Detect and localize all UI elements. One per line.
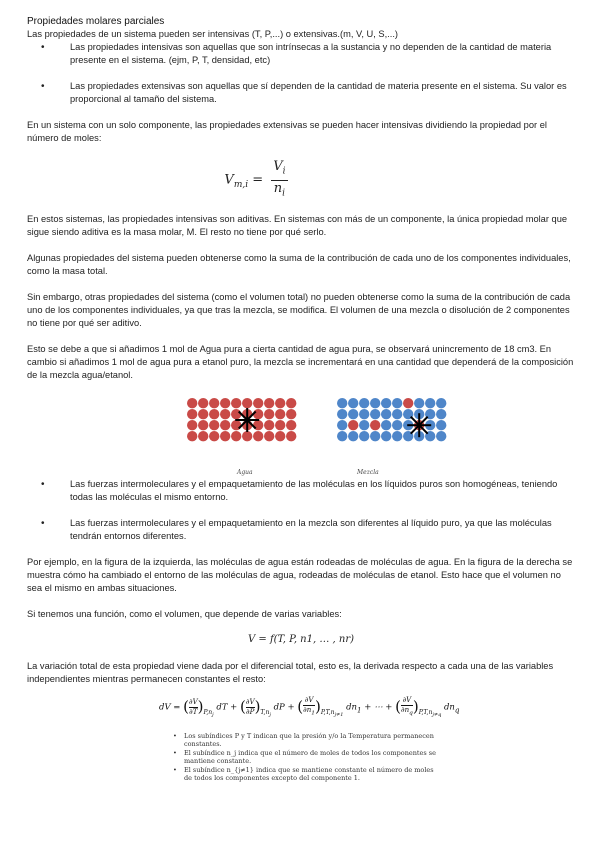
molecule (370, 431, 380, 441)
because-paragraph: Esto se debe a que si añadimos 1 mol de Agua pura a cierta cantidad de agua pura, se observará unincremento de 18 cm3. En cambio si añadimos 1 mol de agua pura a etanol puro, la mezcla se incrementará en una cantidad que dependerá de la composición de la mezcla agua/etanol. (27, 344, 574, 381)
list-item: • Los subíndices P y T indican que la presión y/o la Temperatura permanecen constantes. (172, 732, 440, 748)
mixture-caption: Mezcla (357, 469, 379, 477)
molar-volume-equation: $V_{m,i}$ = $\frac{V_i}{n_i}$ (224, 159, 286, 199)
molecule (198, 398, 208, 408)
water-caption: Agua (237, 469, 253, 477)
molecule (348, 420, 358, 430)
molecule (220, 420, 230, 430)
properties-list (27, 41, 575, 106)
molecule (286, 398, 296, 408)
molecule (337, 420, 347, 430)
molecule (253, 398, 263, 408)
additive-paragraph: En estos sistemas, las propiedades intensivas son aditivas. En sistemas con más de un componente, la única propiedad molar que sigue siendo aditiva es la masa molar, M. El resto no tiene por qué serlo. (27, 214, 568, 238)
molecule (264, 431, 274, 441)
molecule (286, 431, 296, 441)
molecule (425, 398, 435, 408)
mixture-grid (337, 398, 446, 441)
molecule (392, 431, 402, 441)
molecule (392, 409, 402, 419)
molecule (359, 431, 369, 441)
however-paragraph: Sin embargo, otras propiedades del sistema (como el volumen total) no pueden obtenerse como la suma de la contribución de cada uno de los componentes individuales, ya que tras la mezcla, se modifica. El volumen de una mezcla o disolución de 2 componentes no tiene por qué ser aditivo. (27, 292, 571, 329)
list-item: • Las propiedades intensivas son aquellas que son intrínsecas a la sustancia y no dependen de la cantidad de materia presente en el sistema. (ejm, P, T, densidad, etc) (27, 41, 575, 67)
molecule (370, 398, 380, 408)
molecule (242, 398, 252, 408)
molecule (275, 431, 285, 441)
molecule (264, 409, 274, 419)
molecule (436, 409, 446, 419)
molecule (381, 398, 391, 408)
molecule (187, 420, 197, 430)
molecule (392, 420, 402, 430)
molecule (187, 398, 197, 408)
molecule (264, 420, 274, 430)
molecule-figure (185, 394, 459, 477)
molecule (359, 420, 369, 430)
molecule (436, 420, 446, 430)
molecule (220, 409, 230, 419)
molecule (198, 409, 208, 419)
molecule (253, 420, 263, 430)
some-properties-paragraph: Algunas propiedades del sistema pueden obtenerse como la suma de la contribución de cada uno de los componentes individuales, como la masa total. (27, 253, 571, 277)
molecule (436, 398, 446, 408)
molecule (359, 398, 369, 408)
list-item: • Las fuerzas intermoleculares y el empaquetamiento en la mezcla son diferentes al líquido puro, ya que las moléculas tendrán entornos diferentes. (27, 517, 575, 543)
molecule (253, 409, 263, 419)
total-differential-equation: dV = ( $\frac{\partial V}{\partial T}$ )$_{P,n_j}$ dT + ( $\frac{\partial V}{\partial P}$ )$_{T,n_j}$ dP + ( $\frac{\partial V}{\partial n_1}$ )$_{P,T,n_{j\ne 1}}$ $dn_1$ + ⋯ + ( $\frac{\partial V}{\partial n_q}$ )$_{P,T,n_{j\ne q}}$ $dn_q$ (159, 696, 460, 719)
molecule (209, 398, 219, 408)
molecule (348, 398, 358, 408)
molecule (286, 420, 296, 430)
molecule (286, 409, 296, 419)
molecule (381, 431, 391, 441)
molecule (187, 409, 197, 419)
molecule (231, 431, 241, 441)
subscript-notes (172, 732, 440, 782)
molecule (275, 420, 285, 430)
molecule (392, 398, 402, 408)
function-paragraph: Si tenemos una función, como el volumen, que depende de varias variables: (27, 609, 342, 620)
molecule (209, 431, 219, 441)
molecule (198, 431, 208, 441)
variation-paragraph: La variación total de esta propiedad viene dada por el diferencial total, esto es, la derivada respecto a cada una de las variables independientes mientras permanecen constantes el resto: (27, 661, 554, 685)
molecule (231, 398, 241, 408)
molecule (231, 409, 241, 419)
example-paragraph: Por ejemplo, en la figura de la izquierda, las moléculas de agua están rodeadas de moléculas de agua. En la figura de la derecha se muestra cómo ha cambiado el entorno de las moléculas de agua, rodeadas de moléculas de etanol. Esto hace que el volumen no sea el mismo en ambas situaciones. (27, 557, 573, 594)
molecule (337, 409, 347, 419)
molecule-diagram (185, 394, 459, 464)
section-title: Propiedades molares parciales (27, 16, 165, 27)
list-item: • El subíndice n_{j≠1} indica que se mantiene constante el número de moles de todos los componentes excepto del componente 1. (172, 766, 440, 782)
molecule (275, 409, 285, 419)
single-component-paragraph: En un sistema con un solo componente, las propiedades extensivas se pueden hacer intensivas dividiendo la propiedad por el número de moles: (27, 120, 547, 143)
molecule (370, 420, 380, 430)
molecule (253, 431, 263, 441)
volume-function-equation: V = f(T, P, n1, … , nr) (248, 634, 354, 646)
molecule (209, 409, 219, 419)
molecule (381, 409, 391, 419)
list-item: • El subíndice n_j indica que el número de moles de todos los componentes se mantiene constante. (172, 749, 440, 765)
list-item: • Las fuerzas intermoleculares y el empaquetamiento de las moléculas en los líquidos puros son homogéneas, teniendo todas las moléculas el mismo entorno. (27, 478, 575, 504)
molecule (275, 398, 285, 408)
water-forces-icon (235, 408, 259, 432)
mixture-forces-icon (407, 413, 431, 437)
molecule (348, 431, 358, 441)
molecule (187, 431, 197, 441)
molecule (359, 409, 369, 419)
molecule (337, 431, 347, 441)
forces-list (27, 478, 575, 543)
molecule (436, 431, 446, 441)
molecule (220, 398, 230, 408)
molecule (231, 420, 241, 430)
molecule (264, 398, 274, 408)
molecule (348, 409, 358, 419)
molecule (337, 398, 347, 408)
molecule (370, 409, 380, 419)
document-page (27, 15, 575, 783)
molecule (414, 398, 424, 408)
list-item: • Las propiedades extensivas son aquellas que sí dependen de la cantidad de materia presente en el sistema. Su valor es proporcional al tamaño del sistema. (27, 80, 575, 106)
molecule (220, 431, 230, 441)
intro-paragraph: Las propiedades de un sistema pueden ser intensivas (T, P,...) o extensivas.(m, V, U, S,...) (27, 29, 399, 39)
molecule (242, 431, 252, 441)
molecule (198, 420, 208, 430)
molecule (381, 420, 391, 430)
molecule (403, 398, 413, 408)
molecule (209, 420, 219, 430)
